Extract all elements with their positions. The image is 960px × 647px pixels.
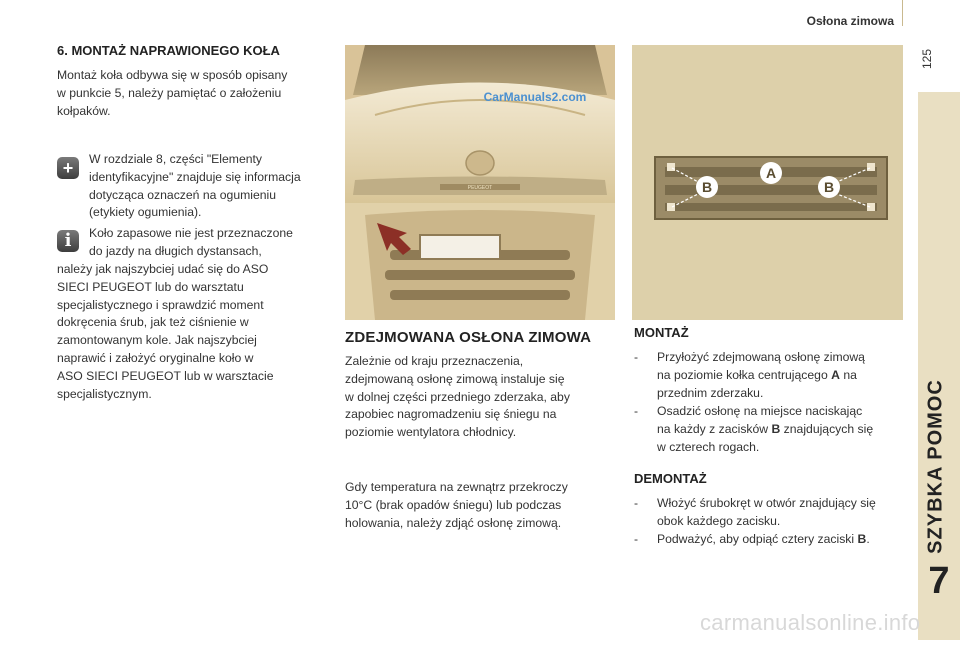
clip-label-b-left: B	[701, 179, 713, 195]
text-line: kołpaków.	[57, 103, 111, 118]
step-text	[634, 495, 914, 531]
label-a: A	[831, 367, 840, 382]
text-line: na poziomie kołka centrującego	[657, 367, 832, 382]
dash: -	[634, 404, 639, 418]
demount-step-1	[634, 495, 914, 531]
text-line: Koło zapasowe nie jest przeznaczone	[89, 226, 293, 240]
text-line: znajdujących się	[780, 421, 874, 436]
note-spare-wheel-head	[89, 225, 339, 261]
text-line: Zależnie od kraju przeznaczenia,	[345, 354, 524, 368]
text-line: przednim zderzaku.	[657, 385, 764, 400]
label-b: B	[857, 532, 867, 546]
text-line: dotycząca oznaczeń na ogumieniu	[89, 187, 276, 202]
text-line: Osadzić osłonę na miejsce naciskając	[657, 404, 863, 418]
text-line: w czterech rogach.	[657, 439, 760, 454]
header-divider	[902, 0, 903, 26]
van-front-illustration	[345, 45, 615, 320]
brand-badge: PEUGEOT	[467, 185, 493, 191]
dash: -	[634, 350, 639, 364]
clip-corner	[867, 163, 875, 171]
demount-title: DEMONTAŻ	[634, 471, 707, 486]
centering-pin-label-a: A	[765, 165, 777, 181]
clip-corner	[867, 203, 875, 211]
text-line: W rozdziale 8, części "Elementy	[89, 152, 262, 166]
text-line: na każdy z zacisków	[657, 421, 772, 436]
text-line: specjalistycznego i sprawdzić moment	[57, 297, 264, 312]
text-line: poziomie wentylatora chłodnicy.	[345, 425, 517, 440]
page-number: 125	[920, 48, 934, 70]
photo-watermark: CarManuals2.com	[483, 90, 587, 104]
winter-cover-paragraph	[345, 353, 615, 442]
chapter-label: SZYBKA POMOC	[924, 379, 947, 554]
section-title-wheel: 6. MONTAŻ NAPRAWIONEGO KOŁA	[57, 43, 280, 58]
text-line: zdejmowaną osłonę zimową instaluje się	[345, 371, 565, 386]
text-line: Włożyć śrubokręt w otwór znajdujący się	[657, 496, 876, 510]
van-front-photo	[345, 45, 615, 320]
grille-cover-drawing	[632, 45, 903, 320]
dash: -	[634, 532, 639, 546]
clip-label-b-right: B	[823, 179, 835, 195]
dash: -	[634, 496, 639, 510]
step-text	[634, 349, 914, 402]
text-line: dokręcenia śrub, jak też ciśnienie w	[57, 315, 249, 330]
text-line: w dolnej części przedniego zderzaka, aby	[345, 389, 570, 404]
text-line: ASO SIECI PEUGEOT lub w warsztacie	[57, 368, 274, 383]
winter-cover-removal-paragraph	[345, 479, 615, 532]
text-line: (etykiety ogumienia).	[89, 205, 202, 220]
step-text	[634, 531, 914, 549]
text-line: .	[866, 532, 870, 546]
text-line: holowania, należy zdjąć osłonę zimową.	[345, 515, 562, 530]
label-b: B	[771, 421, 781, 436]
grille-diagram	[632, 45, 903, 320]
mount-title: MONTAŻ	[634, 325, 689, 340]
text-line: identyfikacyjne" znajduje się informacja	[89, 169, 301, 184]
text-line: do jazdy na długich dystansach,	[89, 243, 262, 258]
text-line: obok każdego zacisku.	[657, 513, 781, 528]
chapter-number: 7	[928, 560, 950, 602]
text-line: 10°C (brak opadów śniegu) lub podczas	[345, 497, 562, 512]
mount-step-2	[634, 403, 914, 456]
clip-corner	[667, 163, 675, 171]
text-line: Gdy temperatura na zewnątrz przekroczy	[345, 480, 568, 494]
text-line: Przyłożyć zdejmowaną osłonę zimową	[657, 350, 865, 364]
text-line: zapobiec nagromadzeniu się śniegu na	[345, 407, 557, 422]
text-line: zamontowanym kole. Jak najszybciej	[57, 333, 257, 348]
text-line: w punkcie 5, należy pamiętać o założeniu	[57, 85, 282, 100]
wheel-intro-paragraph	[57, 67, 327, 120]
info-icon: i	[57, 230, 79, 252]
text-line: naprawić i założyć oryginalne koło w	[57, 350, 254, 365]
demount-step-2	[634, 531, 914, 549]
text-line: Montaż koła odbywa się w sposób opisany	[57, 68, 288, 82]
text-line: SIECI PEUGEOT lub do warsztatu	[57, 279, 244, 294]
text-line: specjalistycznym.	[57, 386, 152, 401]
note-tire-markings	[89, 151, 339, 222]
text-line: należy jak najszybciej udać się do ASO	[57, 262, 269, 276]
clip-corner	[667, 203, 675, 211]
mount-step-1	[634, 349, 914, 402]
section-title-winter-cover: ZDEJMOWANA OSŁONA ZIMOWA	[345, 329, 592, 346]
step-text	[634, 403, 914, 456]
text-line: na	[839, 367, 857, 382]
running-header-title: Osłona zimowa	[806, 14, 894, 28]
text-line: Podważyć, aby odpiąć cztery zaciski	[657, 532, 858, 546]
footer-watermark: carmanualsonline.info	[700, 610, 921, 635]
note-spare-wheel-body	[57, 261, 337, 403]
plus-icon: +	[57, 157, 79, 179]
